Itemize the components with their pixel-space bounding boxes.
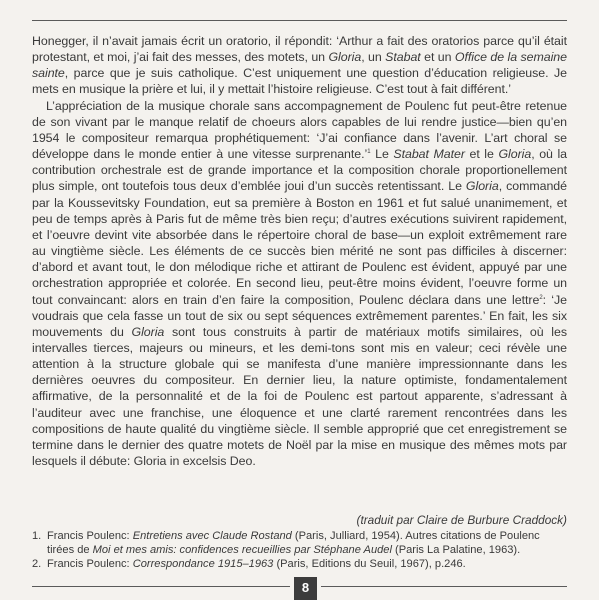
text-run: , commandé par la Koussevitsky Foundation, eut sa première à Boston en 1961 et fut salué unanimement, et peu de temps après à Paris fut de même très bien reçu; d’autres exécutions suivirent rapidement, et l’oeuvre devint vite absorbée dans le répertoire choral de base—un exploit extrêmement rare au vingtième siècle. Les éléments de ce succès bien mérité ne sont pas difficiles à discerner: d’abord et avant tout, le don mélodique riche et attirant de Poulenc est évident, appuyé par une orchestration appropriée et colorée. En second lieu, peut-être moins évident, l’oeuvre forme un tout convaincant: alors en train d’en faire la composition, Poulenc déclara dans une lettre	[32, 179, 567, 307]
text-run: L’appréciation de la musique chorale sans accompagnement de Poulenc fut peut-être retenue de son vivant par le manque relatif de choeurs alors capables de lui rendre justice—bien qu’en 1954 le compositeur remarqua prophétiquement: ‘J’ai confiance dans l’avenir. L’art choral se développe dans le monde entier à une vitesse surprenante.’	[32, 98, 567, 162]
footnote-text	[47, 557, 567, 571]
text-run: (Paris, Editions du Seuil, 1967), p.246.	[273, 558, 466, 571]
bottom-rule-left	[32, 586, 290, 587]
text-run: , parce que je suis catholique. C’est uniquement une question d’éducation religieuse. Je mets en musique la prière et lui, il y mettait l’histoire religieuse. C’est tout à fait différent.’	[32, 66, 567, 97]
text-run: (Paris, Julliard, 1954). Autres citations de Poulenc tirées de	[47, 530, 540, 557]
body-text	[32, 33, 567, 469]
paragraph-2	[32, 98, 567, 470]
text-run: sont tous construits à partir de matériaux motifs similaires, où les intervalles tierces, majeurs ou mineurs, et les demi-tons sont mis en valeur; ceci révèle une attention à la structure globale qui se manifesta d’une manière impressionnante dans les dernières oeuvres du compositeur. En dernier lieu, la nature optimiste, fondamentalement affirmative, de la personnalité et de la foi de Poulenc est partout apparente, s’adressant à l’auditeur avec une franchise, une éloquence et une clarté rarement rencontrées dans les compositions de haute qualité du vingtième siècle. Il semble approprié que cet enregistrement se termine dans le dernier des quatre motets de Noël par la mise en musique des mêmes mots par lesquels il débute: Gloria in excelsis Deo.	[32, 324, 567, 469]
italic-run: Stabat	[385, 50, 421, 65]
translator-credit: (traduit par Claire de Burbure Craddock)	[356, 513, 567, 527]
footnote-ref-1: 1	[367, 148, 371, 155]
italic-run: Moi et mes amis: confidences recueillies par Stéphane Audel	[92, 544, 392, 557]
footnote-number: 2.	[32, 558, 42, 571]
text-run: et le	[464, 147, 499, 162]
italic-run: Stabat Mater	[393, 147, 465, 162]
text-run: Honegger, il n’avait jamais écrit un oratorio, il répondit: ‘Arthur a fait des oratorios parce qu’il était protestant, et moi, j’ai fait des messes, des motets, un	[32, 34, 567, 65]
footnote-text	[47, 529, 567, 557]
page-number: 8	[294, 577, 317, 600]
italic-run: Correspondance 1915–1963	[132, 558, 274, 571]
footnote-ref-2: 2	[539, 294, 543, 301]
bottom-rule-right	[321, 586, 567, 587]
italic-run: Gloria	[131, 324, 165, 339]
text-run: Francis Poulenc:	[47, 530, 133, 542]
italic-run: Office de la semaine sainte	[32, 50, 567, 81]
text-run: Le	[370, 147, 394, 162]
italic-run: Gloria	[498, 147, 532, 162]
footnote-number: 1.	[32, 530, 42, 542]
text-run: , où la contribution orchestrale est de grande importance et la composition chorale proportionellement plus simple, ont toutefois tous deux d’emblée joui d’un succès retentissant. Le	[32, 147, 568, 194]
top-rule	[32, 20, 567, 21]
footnote-1	[32, 529, 567, 557]
paragraph-1	[32, 33, 567, 98]
text-run: Francis Poulenc:	[47, 558, 133, 571]
text-run: (Paris La Palatine, 1963).	[391, 544, 521, 557]
text-run: : ‘Je voudrais que cela fasse un tout de six ou sept séquences extrêmement parentes.’ En fait, les six mouvements du	[32, 292, 567, 339]
italic-run: Gloria	[465, 179, 499, 194]
footnotes	[32, 529, 567, 572]
italic-run: Gloria	[328, 50, 362, 65]
italic-run: Entretiens avec Claude Rostand	[132, 530, 292, 542]
text-run: , un	[361, 50, 386, 65]
text-run: et un	[420, 50, 455, 65]
footnote-2	[32, 557, 567, 571]
